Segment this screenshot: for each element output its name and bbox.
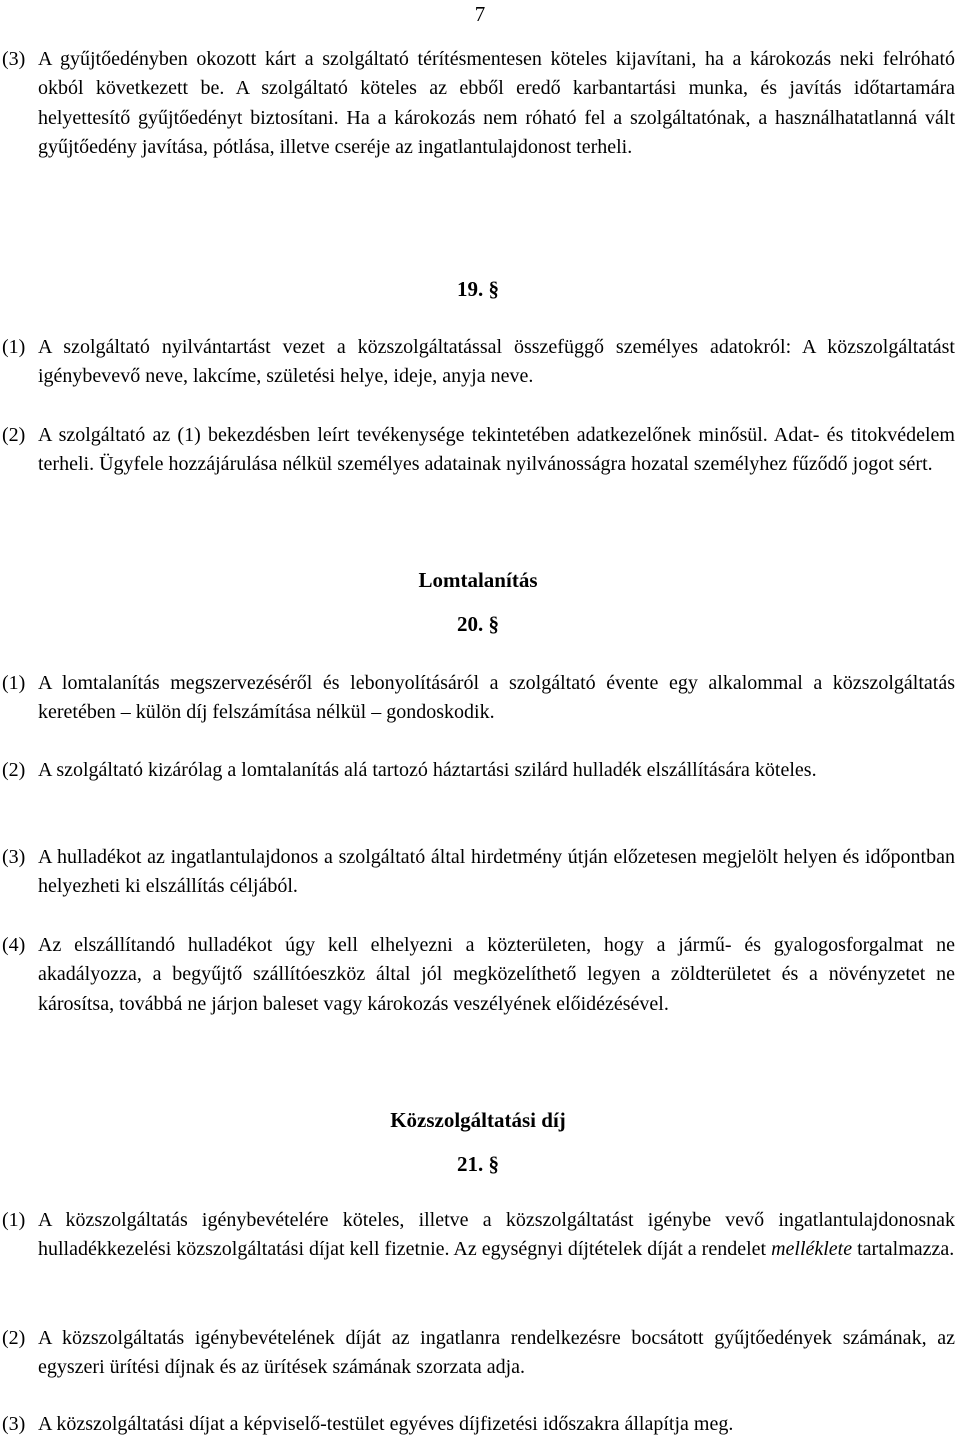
paragraph-21-2 <box>2 1324 955 1383</box>
paragraph-number: (2) <box>2 1327 26 1349</box>
paragraph-21-3 <box>2 1410 955 1439</box>
paragraph-text: A szolgáltató kizárólag a lomtalanítás alá tartozó háztartási szilárd hulladék elszállítására köteles. <box>38 759 817 781</box>
emphasized-text: melléklete <box>771 1238 853 1261</box>
paragraph-20-3 <box>2 843 955 902</box>
paragraph-19-2 <box>2 421 955 480</box>
paragraph-20-2 <box>2 756 955 785</box>
paragraph-number: (1) <box>2 1209 26 1231</box>
page-number: 7 <box>474 2 486 26</box>
paragraph-text-part: tartalmazza. <box>852 1238 955 1261</box>
paragraph-number: (3) <box>2 1413 26 1435</box>
paragraph-20-1 <box>2 669 955 728</box>
paragraph-text: A gyűjtőedényben okozott kárt a szolgáltató térítésmentesen köteles kijavítani, ha a károkozás neki felróható okból következett be. A szolgáltató köteles az ebből eredő karbantartási munka, és javítás időtartamára helyettesítő gyűjtőedényt biztosítani. Ha a károkozás nem róható fel a szolgáltatónak, a használhatatlanná vált gyűjtőedény javítása, pótlása, illetve cseréje az ingatlantulajdonost terheli. <box>38 48 955 159</box>
paragraph-21-1 <box>2 1206 955 1265</box>
paragraph-number: (2) <box>2 424 26 446</box>
section-19-heading: 19. § <box>457 277 499 301</box>
paragraph-number: (1) <box>2 336 26 358</box>
paragraph-text: A szolgáltató nyilvántartást vezet a közszolgáltatással összefüggő személyes adatokról: A közszolgáltatást igénybevevő neve, lakcíme, születési helye, ideje, anyja neve. <box>38 336 955 388</box>
section-21-heading: 21. § <box>457 1152 499 1176</box>
paragraph-20-4 <box>2 931 955 1019</box>
paragraph-text: Az elszállítandó hulladékot úgy kell elhelyezni a közterületen, hogy a jármű- és gyalogosforgalmat ne akadályozza, a begyűjtő szállítóeszköz által jól megközelíthető legyen a zöldterületet és a növényzetet ne károsítsa, továbbá ne járjon baleset vagy károkozás veszélyének előidézésével. <box>38 934 955 1015</box>
paragraph-text: A közszolgáltatási díjat a képviselő-testület egyéves díjfizetési időszakra állapítja meg. <box>38 1413 734 1435</box>
paragraph-text <box>38 1206 955 1265</box>
paragraph-number: (3) <box>2 846 26 868</box>
heading-lomtalanitas: Lomtalanítás <box>418 568 538 592</box>
paragraph-number: (4) <box>2 934 26 956</box>
section-20-heading: 20. § <box>457 612 499 636</box>
paragraph-text: A közszolgáltatás igénybevételének díját az ingatlanra rendelkezésre bocsátott gyűjtőedények számának, az egyszeri ürítési díjnak és az ürítések számának szorzata adja. <box>38 1327 955 1379</box>
paragraph-text: A hulladékot az ingatlantulajdonos a szolgáltató által hirdetmény útján előzetesen megjelölt helyen és időpontban helyezheti ki elszállítás céljából. <box>38 846 955 898</box>
paragraph-text-part: A közszolgáltatás igénybevételére köteles, illetve a közszolgáltatást igénybe vevő ingatlantulajdonosnak hulladékkezelési közszolgáltatási díjat kell fizetnie. Az egységnyi díjtételek díját a rendelet <box>38 1209 955 1261</box>
paragraph-number: (3) <box>2 48 26 70</box>
paragraph-number: (1) <box>2 672 26 694</box>
paragraph-number: (2) <box>2 759 26 781</box>
heading-kozszolgaltatasi-dij: Közszolgáltatási díj <box>390 1108 566 1132</box>
paragraph-text: A lomtalanítás megszervezéséről és lebonyolításáról a szolgáltató évente egy alkalommal a közszolgáltatás keretében – külön díj felszámítása nélkül – gondoskodik. <box>38 672 955 724</box>
paragraph-18-3 <box>2 45 955 163</box>
paragraph-text: A szolgáltató az (1) bekezdésben leírt tevékenysége tekintetében adatkezelőnek minősül. Adat- és titokvédelem terheli. Ügyfele hozzájárulása nélkül személyes adatainak nyilvánosságra hozatal személyhez fűződő jogot sért. <box>38 424 955 476</box>
paragraph-19-1 <box>2 333 955 392</box>
